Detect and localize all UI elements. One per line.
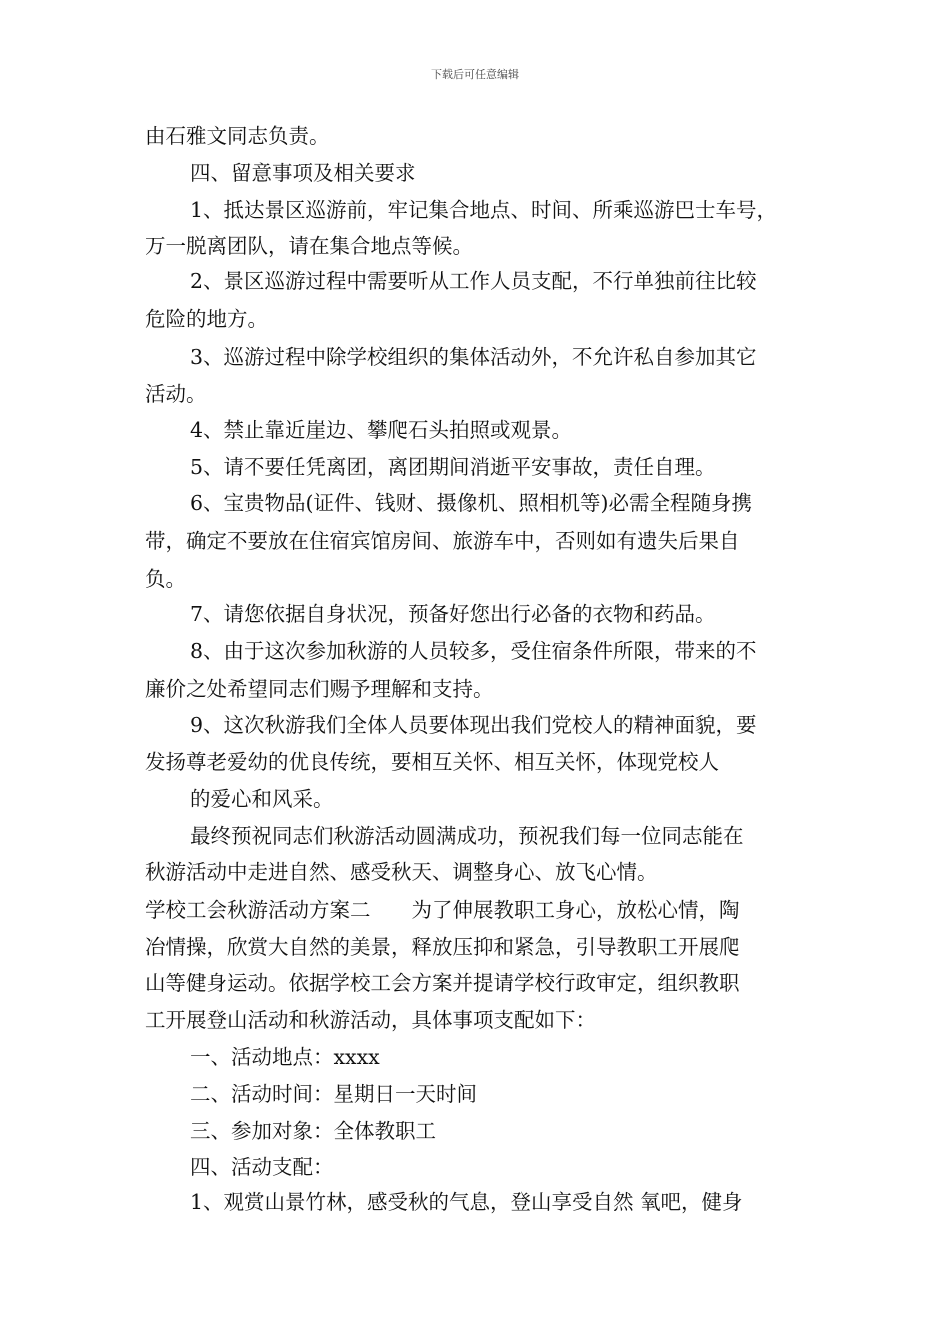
text-line: 冶情操，欣赏大自然的美景，释放压抑和紧急，引导教职工开展爬 bbox=[145, 935, 740, 959]
text-line: 万一脱离团队，请在集合地点等候。 bbox=[145, 234, 473, 258]
text-line: 学校工会秋游活动方案二 为了伸展教职工身心，放松心情，陶 bbox=[145, 898, 740, 922]
text-line: 1、抵达景区巡游前，牢记集合地点、时间、所乘巡游巴士车号， bbox=[190, 198, 778, 222]
section-heading: 四、留意事项及相关要求 bbox=[190, 161, 416, 185]
text-line: 负。 bbox=[145, 567, 186, 591]
text-line: 4、禁止靠近崖边、攀爬石头拍照或观景。 bbox=[190, 418, 573, 442]
text-line: 秋游活动中走进自然、感受秋天、调整身心、放飞心情。 bbox=[145, 860, 658, 884]
text-line: 发扬尊老爱幼的优良传统，要相互关怀、相互关怀，体现党校人 bbox=[145, 750, 719, 774]
text-line: 最终预祝同志们秋游活动圆满成功，预祝我们每一位同志能在 bbox=[190, 824, 744, 848]
text-line: 由石雅文同志负责。 bbox=[145, 124, 330, 148]
text-line: 2、景区巡游过程中需要听从工作人员支配，不行单独前往比较 bbox=[190, 269, 757, 293]
text-line: 的爱心和风采。 bbox=[190, 787, 334, 811]
text-line: 3、巡游过程中除学校组织的集体活动外，不允许私自参加其它 bbox=[190, 345, 757, 369]
text-line: 5、请不要任凭离团，离团期间消逝平安事故，责任自理。 bbox=[190, 455, 716, 479]
text-line: 带，确定不要放在住宿宾馆房间、旅游车中，否则如有遗失后果自 bbox=[145, 529, 740, 553]
text-line: 危险的地方。 bbox=[145, 307, 268, 331]
text-line: 山等健身运动。依据学校工会方案并提请学校行政审定，组织教职 bbox=[145, 971, 740, 995]
text-line: 9、这次秋游我们全体人员要体现出我们党校人的精神面貌，要 bbox=[190, 713, 757, 737]
text-line: 7、请您依据自身状况，预备好您出行必备的衣物和药品。 bbox=[190, 602, 716, 626]
text-line: 一、活动地点：xxxx bbox=[190, 1045, 380, 1069]
text-line: 1、观赏山景竹林，感受秋的气息，登山享受自然 氧吧，健身 bbox=[190, 1190, 743, 1214]
text-line: 三、参加对象：全体教职工 bbox=[190, 1119, 436, 1143]
text-line: 6、宝贵物品(证件、钱财、摄像机、照相机等)必需全程随身携 bbox=[190, 491, 753, 515]
text-line: 二、活动时间：星期日一天时间 bbox=[190, 1082, 477, 1106]
text-line: 四、活动支配： bbox=[190, 1155, 334, 1179]
page-header: 下载后可任意编辑 bbox=[431, 68, 519, 81]
text-line: 廉价之处希望同志们赐予理解和支持。 bbox=[145, 677, 494, 701]
text-line: 活动。 bbox=[145, 382, 207, 406]
text-line: 工开展登山活动和秋游活动，具体事项支配如下： bbox=[145, 1008, 596, 1032]
text-line: 8、由于这次参加秋游的人员较多，受住宿条件所限，带来的不 bbox=[190, 639, 757, 663]
